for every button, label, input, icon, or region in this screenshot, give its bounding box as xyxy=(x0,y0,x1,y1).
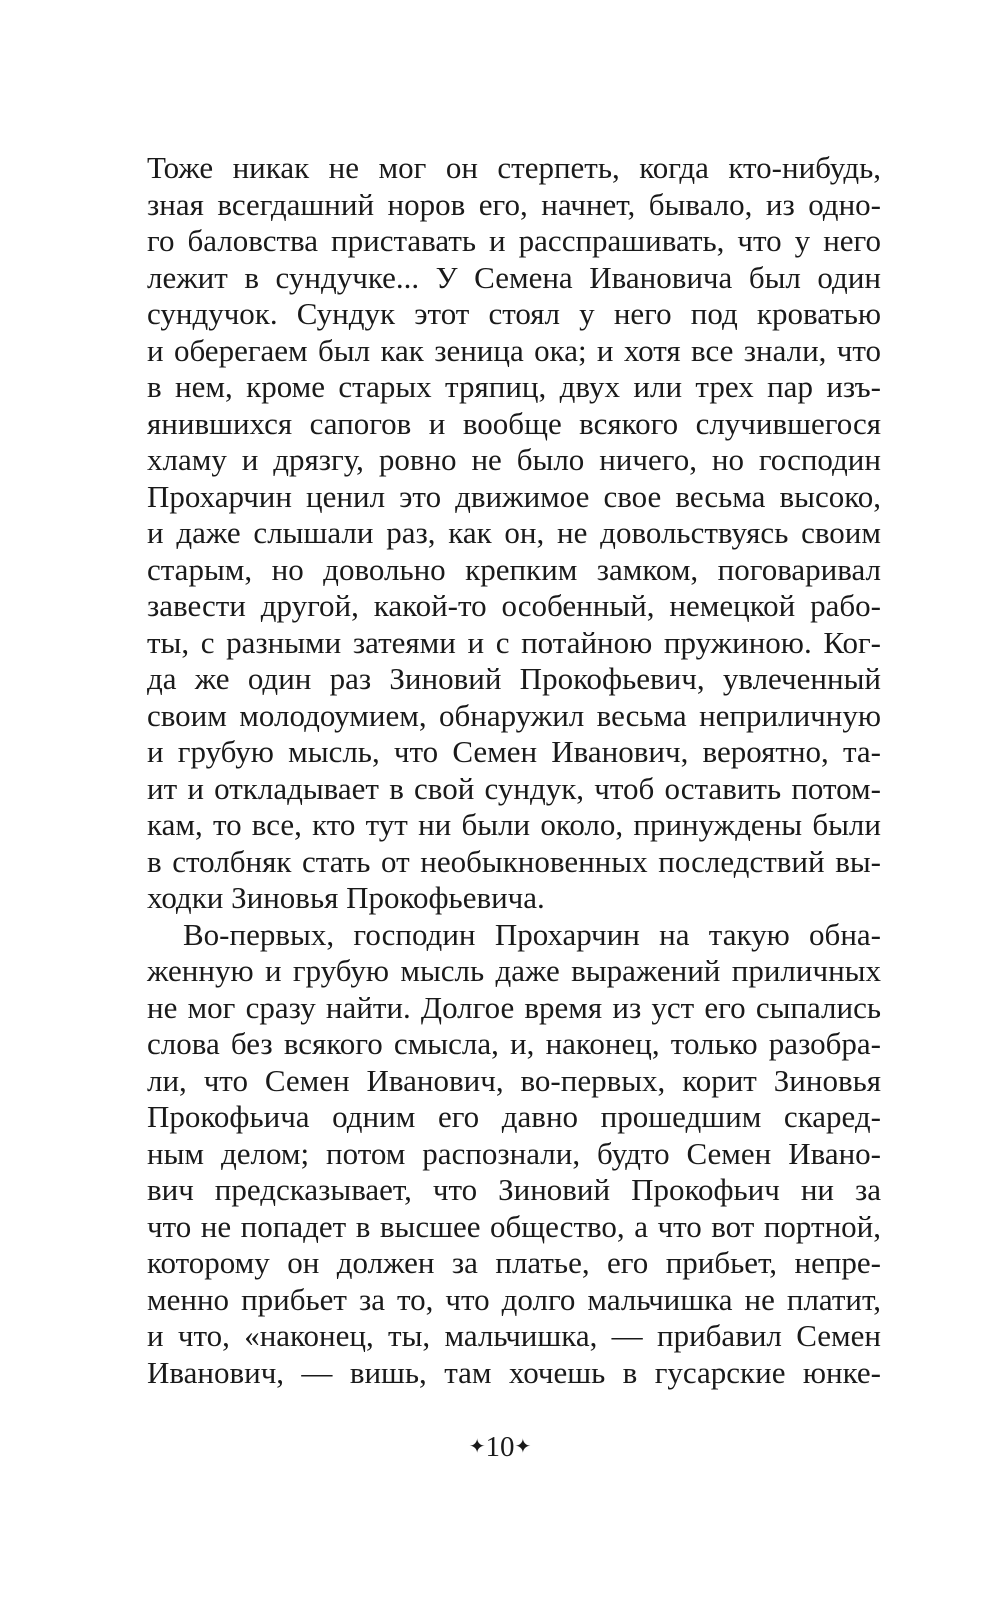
text-line: Тоже никак не мог он стерпеть, когда кто-нибудь, xyxy=(147,150,881,185)
text-line: Во-первых, господин Прохарчин на такую обна- xyxy=(183,916,881,952)
text-line: Прохарчин ценил это движимое свое весьма высоко, xyxy=(147,478,881,514)
page-text-block xyxy=(147,150,881,1391)
page-footer xyxy=(0,1430,1000,1464)
text-line: зная всегдашний норов его, начнет, бывало, из одно- xyxy=(147,186,881,222)
text-line: го баловства приставать и расспрашивать, что у него xyxy=(147,223,881,258)
text-line: своим молодоумием, обнаружил весьма неприличную xyxy=(147,697,881,733)
text-line: ит и откладывает в свой сундук, чтоб оставить потом- xyxy=(147,770,881,806)
text-line: менно прибьет за то, что долго мальчишка не платит, xyxy=(147,1281,881,1317)
text-line: и грубую мысль, что Семен Иванович, вероятно, та- xyxy=(147,734,881,769)
paragraph-1 xyxy=(147,150,881,917)
text-line: Иванович, — вишь, там хочешь в гусарские юнке- xyxy=(147,1354,881,1390)
text-line: хламу и дрязгу, ровно не было ничего, но господин xyxy=(147,442,881,477)
text-line: и даже слышали раз, как он, не довольствуясь своим xyxy=(147,515,881,550)
star-ornament-icon: ✦ xyxy=(514,1436,532,1458)
text-line: не мог сразу найти. Долгое время из уст его сыпались xyxy=(147,989,881,1025)
text-line: и оберегаем был как зеница ока; и хотя все знали, что xyxy=(147,332,881,368)
text-line: ходки Зиновья Прокофьевича. xyxy=(147,880,545,915)
text-line: завести другой, какой-то особенный, немецкой рабо- xyxy=(147,588,881,623)
text-line: да же один раз Зиновий Прокофьевич, увлеченный xyxy=(147,661,881,696)
text-line: и что, «наконец, ты, мальчишка, — прибавил Семен xyxy=(147,1318,881,1353)
text-line: что не попадет в высшее общество, а что вот портной, xyxy=(147,1208,881,1244)
text-line: слова без всякого смысла, и, наконец, только разобра- xyxy=(147,1026,881,1061)
text-line: янившихся сапогов и вообще всякого случившегося xyxy=(147,405,881,441)
text-line: лежит в сундучке... У Семена Ивановича был один xyxy=(147,259,881,295)
text-line: сундучок. Сундук этот стоял у него под кроватью xyxy=(147,296,881,331)
text-line: которому он должен за платье, его прибьет, непре- xyxy=(147,1245,881,1280)
star-ornament-icon: ✦ xyxy=(468,1436,486,1458)
page-number: 10 xyxy=(485,1431,515,1463)
text-line: вич предсказывает, что Зиновий Прокофьич ни за xyxy=(147,1172,881,1207)
text-line: ты, с разными затеями и с потайною пружиною. Ког- xyxy=(147,624,881,660)
text-line: ным делом; потом распознали, будто Семен Ивано- xyxy=(147,1135,881,1171)
text-line: в нем, кроме старых тряпиц, двух или трех пар изъ- xyxy=(147,369,881,404)
paragraph-2 xyxy=(147,917,881,1392)
text-line: Прокофьича одним его давно прошедшим скаред- xyxy=(147,1099,881,1134)
text-line: старым, но довольно крепким замком, поговаривал xyxy=(147,551,881,587)
text-line: в столбняк стать от необыкновенных последствий вы- xyxy=(147,843,881,879)
text-line: ли, что Семен Иванович, во-первых, корит Зиновья xyxy=(147,1062,881,1098)
text-line: женную и грубую мысль даже выражений приличных xyxy=(147,953,881,988)
text-line: кам, то все, кто тут ни были около, принуждены были xyxy=(147,807,881,842)
